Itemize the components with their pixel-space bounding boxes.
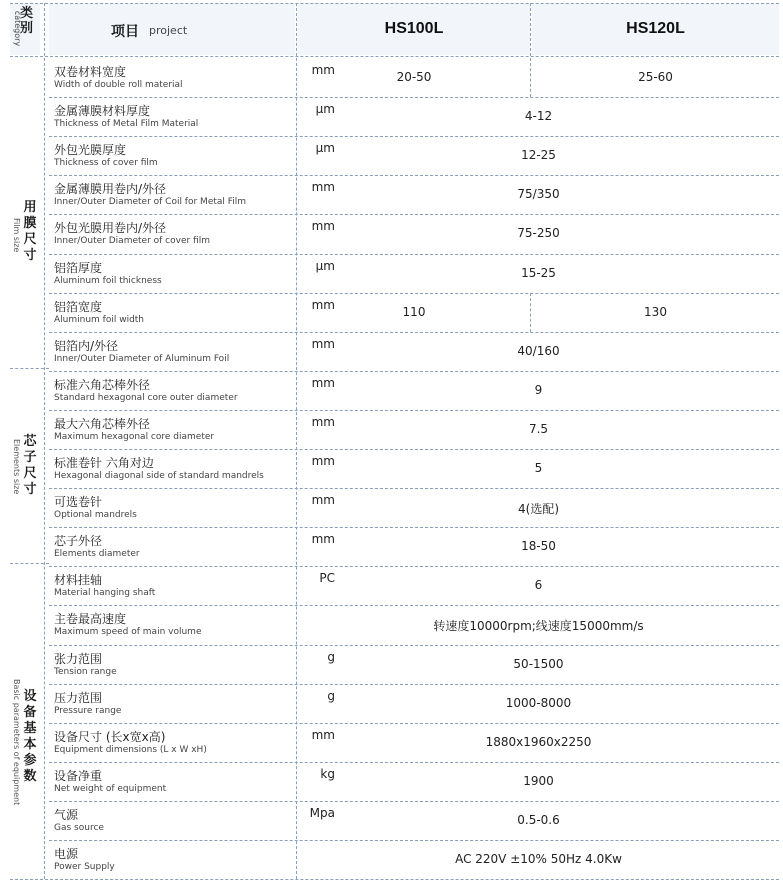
category-column-divider — [44, 3, 45, 879]
table-row — [49, 488, 779, 527]
row-label-zh: 双卷材料宽度 — [54, 65, 127, 79]
table-bottom-border — [10, 879, 779, 880]
row-divider — [49, 293, 779, 294]
table-row — [49, 527, 779, 566]
row-unit: mm — [311, 63, 335, 77]
row-label-zh: 标准卷针 六角对边 — [54, 456, 154, 470]
row-label-zh: 张力范围 — [54, 651, 103, 666]
row-divider — [49, 684, 779, 685]
row-unit: μm — [315, 141, 335, 156]
table-row — [49, 332, 779, 371]
value-shared: 1000-8000 — [505, 695, 572, 710]
row-divider — [49, 801, 779, 802]
row-label-en: Maximum hexagonal core diameter — [54, 431, 215, 442]
row-label-en: Hexagonal diagonal side of standard mandrels — [54, 471, 264, 481]
row-divider — [49, 645, 779, 646]
table-row — [49, 762, 779, 801]
value-shared: 75-250 — [517, 226, 560, 241]
value-hs100l: 20-50 — [396, 70, 432, 84]
row-unit: kg — [320, 766, 335, 781]
row-divider — [49, 488, 779, 489]
table-row — [49, 58, 779, 97]
project-header-en: project — [149, 24, 188, 37]
value-shared: 1880x1960x2250 — [485, 734, 592, 749]
row-label-zh: 铝箔内/外径 — [54, 338, 119, 353]
header-divider — [10, 56, 779, 57]
group-label-en: Basic parameters of equipment — [12, 679, 21, 806]
row-label-zh: 芯子外径 — [54, 534, 103, 549]
row-unit: μm — [315, 258, 335, 273]
value-shared: 12-25 — [521, 148, 556, 163]
row-label-en: Maximum speed of main volume — [54, 627, 202, 638]
model-header-hs100l: HS100L — [298, 3, 530, 55]
row-unit: g — [327, 688, 335, 703]
row-label-zh: 最大六角芯棒外径 — [54, 416, 151, 431]
table-row — [49, 136, 779, 175]
row-divider — [49, 97, 779, 98]
row-divider — [49, 527, 779, 528]
table-row — [49, 371, 779, 410]
row-label-zh: 可选卷针 — [54, 495, 103, 510]
row-label-en: Tension range — [54, 666, 117, 677]
table-row — [49, 175, 779, 214]
row-label-zh: 标准六角芯棒外径 — [54, 377, 151, 392]
value-shared: 15-25 — [521, 265, 556, 280]
row-divider — [49, 449, 779, 450]
table-row — [49, 723, 779, 762]
table-row — [49, 801, 779, 840]
value-hs120l: 130 — [644, 304, 667, 319]
row-unit: mm — [311, 493, 335, 508]
row-label-zh: 主卷最高速度 — [54, 612, 127, 627]
table-row — [49, 449, 779, 488]
value-shared: 18-50 — [521, 539, 556, 554]
value-shared: 40/160 — [517, 343, 560, 358]
row-label-zh: 外包光膜厚度 — [54, 143, 127, 158]
model-header-hs120l: HS120L — [532, 3, 779, 55]
project-header — [49, 3, 295, 55]
table-top-border — [10, 3, 779, 4]
row-unit: mm — [311, 180, 335, 195]
row-divider — [49, 762, 779, 763]
row-unit: mm — [311, 454, 335, 468]
table-row — [49, 840, 779, 879]
row-label-zh: 铝箔宽度 — [54, 299, 103, 314]
row-unit: mm — [311, 219, 335, 234]
value-shared: 0.5-0.6 — [517, 812, 560, 827]
value-shared: 6 — [534, 578, 543, 593]
category-header — [10, 3, 40, 55]
row-label-en: Thickness of cover film — [54, 158, 158, 169]
row-label-en: Optional mandrels — [54, 510, 137, 521]
table-row — [49, 605, 779, 644]
model-header-divider — [530, 3, 531, 56]
value-divider — [530, 293, 531, 332]
group-label-en: Elements size — [12, 439, 21, 495]
value-shared: 75/350 — [517, 187, 560, 202]
row-divider — [49, 840, 779, 841]
value-divider — [530, 58, 531, 97]
row-label-en: Thickness of Metal Film Material — [54, 119, 199, 130]
row-label-en: Inner/Outer Diameter of cover film — [54, 236, 210, 247]
row-label-zh: 电源 — [54, 847, 79, 861]
category-header-zh: 类别 — [20, 6, 34, 36]
row-divider — [49, 254, 779, 255]
group-label-zh: 设备基本参数 — [23, 689, 37, 784]
group-label-en: Film size — [12, 218, 21, 253]
group-film-size — [10, 58, 40, 367]
row-unit: Mpa — [309, 805, 335, 820]
table-row — [49, 410, 779, 449]
row-label-en: Aluminum foil width — [54, 314, 145, 325]
row-label-en: Material hanging shaft — [54, 588, 156, 599]
value-shared: 4-12 — [524, 109, 553, 124]
row-label-zh: 金属薄膜用卷内/外径 — [54, 182, 167, 197]
row-divider — [49, 566, 779, 567]
row-divider — [49, 723, 779, 724]
table-row — [49, 645, 779, 684]
table-row — [49, 684, 779, 723]
row-divider — [49, 605, 779, 606]
group-basic-parameters — [10, 564, 40, 878]
table-row — [49, 214, 779, 253]
row-unit: mm — [311, 297, 335, 312]
table-row — [49, 254, 779, 293]
row-divider — [49, 410, 779, 411]
project-header-zh: 项目 — [111, 24, 139, 40]
value-shared: 7.5 — [528, 421, 549, 436]
row-unit: μm — [315, 102, 335, 117]
row-label-en: Inner/Outer Diameter of Aluminum Foil — [54, 353, 230, 364]
row-label-zh: 铝箔厚度 — [54, 260, 103, 275]
value-shared: 5 — [534, 461, 543, 475]
row-divider — [49, 175, 779, 176]
group-elements-size — [10, 369, 40, 562]
row-divider — [49, 371, 779, 372]
row-label-zh: 压力范围 — [54, 690, 103, 705]
row-unit: mm — [311, 532, 335, 547]
value-hs100l: 110 — [402, 304, 426, 319]
row-label-en: Net weight of equipment — [54, 783, 167, 794]
row-unit: mm — [311, 375, 335, 390]
row-divider — [49, 214, 779, 215]
table-row — [49, 566, 779, 605]
group-label-zh: 芯子尺寸 — [23, 434, 37, 497]
value-shared: 1900 — [523, 773, 554, 788]
row-unit: mm — [311, 414, 335, 429]
label-column-divider — [296, 3, 297, 879]
table-row — [49, 293, 779, 332]
row-label-zh: 金属薄膜材料厚度 — [54, 104, 151, 119]
row-label-en: Standard hexagonal core outer diameter — [54, 392, 238, 403]
row-unit: g — [327, 649, 335, 664]
group-label-zh: 用膜尺寸 — [23, 200, 37, 263]
row-unit: mm — [311, 727, 335, 742]
row-label-zh: 气源 — [54, 807, 79, 822]
value-shared: 9 — [534, 382, 543, 397]
row-label-en: Gas source — [54, 822, 104, 833]
row-unit: PC — [319, 571, 335, 586]
row-label-en: Inner/Outer Diameter of Coil for Metal Film — [54, 197, 247, 208]
row-label-en: Elements diameter — [54, 549, 140, 560]
value-shared: 4(选配) — [518, 502, 559, 517]
row-label-zh: 设备净重 — [54, 768, 103, 783]
row-divider — [49, 332, 779, 333]
row-label-zh: 外包光膜用卷内/外径 — [54, 221, 167, 236]
row-unit: mm — [311, 336, 335, 351]
row-label-en: Aluminum foil thickness — [54, 275, 162, 286]
row-label-en: Width of double roll material — [54, 80, 183, 90]
category-header-en: category — [13, 10, 23, 47]
row-divider — [49, 136, 779, 137]
row-label-en: Pressure range — [54, 705, 122, 716]
row-label-en: Equipment dimensions (L x W xH) — [54, 744, 207, 755]
value-shared: 转速度10000rpm;线速度15000mm/s — [433, 619, 644, 634]
row-label-zh: 材料挂轴 — [54, 573, 103, 588]
table-row — [49, 97, 779, 136]
row-label-zh: 设备尺寸 (长x宽x高) — [54, 729, 166, 744]
value-shared: 50-1500 — [513, 656, 564, 671]
value-hs120l: 25-60 — [638, 70, 673, 84]
row-label-en: Power Supply — [54, 862, 115, 872]
value-shared: AC 220V ±10% 50Hz 4.0Kw — [455, 852, 622, 866]
